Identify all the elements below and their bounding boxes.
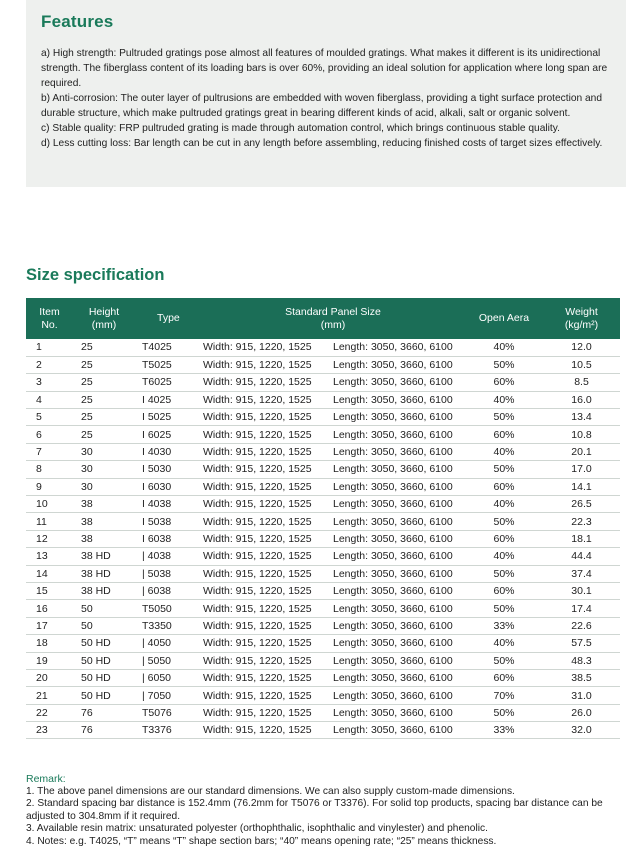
cell-open-area: 50% (465, 600, 543, 617)
cell-open-area: 50% (465, 356, 543, 373)
cell-weight: 17.4 (543, 600, 620, 617)
cell-length: Length: 3050, 3660, 6100 (333, 722, 465, 739)
cell-open-area: 50% (465, 565, 543, 582)
cell-type: I 5025 (135, 409, 201, 426)
table-row (26, 565, 620, 582)
table-row (26, 600, 620, 617)
cell-length: Length: 3050, 3660, 6100 (333, 704, 465, 721)
cell-length: Length: 3050, 3660, 6100 (333, 409, 465, 426)
cell-type: | 5050 (135, 652, 201, 669)
cell-length: Length: 3050, 3660, 6100 (333, 443, 465, 460)
table-row (26, 409, 620, 426)
cell-width: Width: 915, 1220, 1525 (201, 443, 333, 460)
table-row (26, 496, 620, 513)
cell-weight: 26.5 (543, 496, 620, 513)
cell-height: 38 HD (73, 582, 135, 599)
cell-width: Width: 915, 1220, 1525 (201, 461, 333, 478)
cell-length: Length: 3050, 3660, 6100 (333, 565, 465, 582)
table-body (26, 339, 620, 739)
cell-weight: 17.0 (543, 461, 620, 478)
cell-item-no: 5 (26, 409, 73, 426)
cell-length: Length: 3050, 3660, 6100 (333, 496, 465, 513)
cell-open-area: 60% (465, 530, 543, 547)
table-row (26, 339, 620, 356)
cell-weight: 8.5 (543, 374, 620, 391)
cell-height: 25 (73, 391, 135, 408)
table-row (26, 391, 620, 408)
table-row (26, 356, 620, 373)
cell-height: 50 HD (73, 669, 135, 686)
cell-item-no: 11 (26, 513, 73, 530)
cell-type: I 4038 (135, 496, 201, 513)
cell-height: 50 HD (73, 635, 135, 652)
cell-weight: 30.1 (543, 582, 620, 599)
cell-open-area: 33% (465, 617, 543, 634)
cell-width: Width: 915, 1220, 1525 (201, 339, 333, 356)
cell-length: Length: 3050, 3660, 6100 (333, 687, 465, 704)
cell-length: Length: 3050, 3660, 6100 (333, 548, 465, 565)
cell-open-area: 40% (465, 548, 543, 565)
cell-length: Length: 3050, 3660, 6100 (333, 635, 465, 652)
cell-type: | 4038 (135, 548, 201, 565)
cell-item-no: 16 (26, 600, 73, 617)
cell-length: Length: 3050, 3660, 6100 (333, 391, 465, 408)
cell-open-area: 60% (465, 478, 543, 495)
cell-height: 50 HD (73, 652, 135, 669)
cell-weight: 10.5 (543, 356, 620, 373)
header-type: Type (135, 298, 201, 339)
header-open-area: Open Aera (465, 298, 543, 339)
cell-height: 38 (73, 513, 135, 530)
cell-item-no: 14 (26, 565, 73, 582)
cell-item-no: 3 (26, 374, 73, 391)
cell-width: Width: 915, 1220, 1525 (201, 391, 333, 408)
cell-width: Width: 915, 1220, 1525 (201, 409, 333, 426)
cell-open-area: 40% (465, 635, 543, 652)
cell-item-no: 17 (26, 617, 73, 634)
cell-width: Width: 915, 1220, 1525 (201, 478, 333, 495)
cell-open-area: 50% (465, 513, 543, 530)
cell-item-no: 2 (26, 356, 73, 373)
cell-type: I 6038 (135, 530, 201, 547)
cell-width: Width: 915, 1220, 1525 (201, 565, 333, 582)
cell-height: 30 (73, 461, 135, 478)
table-row (26, 548, 620, 565)
cell-type: I 6025 (135, 426, 201, 443)
cell-height: 76 (73, 704, 135, 721)
table-row (26, 582, 620, 599)
table-row (26, 635, 620, 652)
cell-length: Length: 3050, 3660, 6100 (333, 582, 465, 599)
table-header-row (26, 298, 620, 339)
cell-height: 38 HD (73, 548, 135, 565)
remark-item: 3. Available resin matrix: unsaturated polyester (orthophthalic, isophthalic and vinylester) and phenolic. (26, 823, 488, 835)
cell-height: 50 (73, 617, 135, 634)
cell-length: Length: 3050, 3660, 6100 (333, 426, 465, 443)
cell-height: 25 (73, 339, 135, 356)
cell-open-area: 60% (465, 582, 543, 599)
cell-width: Width: 915, 1220, 1525 (201, 374, 333, 391)
cell-type: T5076 (135, 704, 201, 721)
cell-height: 30 (73, 478, 135, 495)
cell-height: 25 (73, 356, 135, 373)
cell-item-no: 23 (26, 722, 73, 739)
cell-item-no: 8 (26, 461, 73, 478)
cell-item-no: 15 (26, 582, 73, 599)
cell-length: Length: 3050, 3660, 6100 (333, 600, 465, 617)
cell-item-no: 1 (26, 339, 73, 356)
cell-width: Width: 915, 1220, 1525 (201, 635, 333, 652)
cell-height: 30 (73, 443, 135, 460)
cell-type: T4025 (135, 339, 201, 356)
cell-height: 50 (73, 600, 135, 617)
table-row (26, 722, 620, 739)
cell-length: Length: 3050, 3660, 6100 (333, 461, 465, 478)
cell-weight: 13.4 (543, 409, 620, 426)
cell-weight: 32.0 (543, 722, 620, 739)
cell-item-no: 7 (26, 443, 73, 460)
cell-open-area: 40% (465, 443, 543, 460)
cell-type: T6025 (135, 374, 201, 391)
cell-item-no: 20 (26, 669, 73, 686)
cell-weight: 22.6 (543, 617, 620, 634)
cell-length: Length: 3050, 3660, 6100 (333, 513, 465, 530)
feature-item: a) High strength: Pultruded gratings pose almost all features of moulded gratings. What makes it different is its unidirectional strength. The fiberglass content of its loading bars is over 60%, providing an ideal solution for application where long span are required. (41, 48, 608, 89)
cell-length: Length: 3050, 3660, 6100 (333, 478, 465, 495)
cell-height: 25 (73, 374, 135, 391)
cell-weight: 14.1 (543, 478, 620, 495)
table-row (26, 443, 620, 460)
remark-item: 1. The above panel dimensions are our standard dimensions. We can also supply custom-made dimensions. (26, 786, 515, 797)
table-row (26, 530, 620, 547)
cell-height: 25 (73, 426, 135, 443)
cell-open-area: 50% (465, 652, 543, 669)
cell-type: | 6038 (135, 582, 201, 599)
cell-width: Width: 915, 1220, 1525 (201, 652, 333, 669)
header-item: Item No. (26, 298, 73, 339)
cell-weight: 31.0 (543, 687, 620, 704)
cell-type: I 6030 (135, 478, 201, 495)
cell-width: Width: 915, 1220, 1525 (201, 356, 333, 373)
cell-open-area: 40% (465, 391, 543, 408)
cell-width: Width: 915, 1220, 1525 (201, 530, 333, 547)
cell-open-area: 50% (465, 704, 543, 721)
cell-length: Length: 3050, 3660, 6100 (333, 617, 465, 634)
feature-item: c) Stable quality: FRP pultruded grating is made through automation control, which brings continuous stable quality. (41, 123, 560, 134)
cell-width: Width: 915, 1220, 1525 (201, 704, 333, 721)
table-row (26, 704, 620, 721)
cell-length: Length: 3050, 3660, 6100 (333, 530, 465, 547)
cell-type: I 4025 (135, 391, 201, 408)
features-list (41, 46, 626, 151)
cell-height: 76 (73, 722, 135, 739)
cell-open-area: 60% (465, 669, 543, 686)
cell-type: T5050 (135, 600, 201, 617)
remark-title: Remark: (26, 773, 66, 785)
cell-item-no: 13 (26, 548, 73, 565)
cell-weight: 26.0 (543, 704, 620, 721)
cell-open-area: 60% (465, 374, 543, 391)
cell-weight: 20.1 (543, 443, 620, 460)
cell-item-no: 21 (26, 687, 73, 704)
cell-type: I 5030 (135, 461, 201, 478)
table-row (26, 374, 620, 391)
cell-height: 38 HD (73, 565, 135, 582)
cell-width: Width: 915, 1220, 1525 (201, 513, 333, 530)
cell-item-no: 6 (26, 426, 73, 443)
table-row (26, 669, 620, 686)
features-section (26, 0, 626, 187)
header-standard-panel-size: Standard Panel Size (mm) (201, 298, 465, 339)
cell-weight: 16.0 (543, 391, 620, 408)
remark-item: 4. Notes: e.g. T4025, “T” means “T” shape section bars; “40” means opening rate; “25” means thickness. (26, 835, 497, 847)
cell-weight: 48.3 (543, 652, 620, 669)
cell-width: Width: 915, 1220, 1525 (201, 617, 333, 634)
cell-open-area: 70% (465, 687, 543, 704)
table-row (26, 617, 620, 634)
cell-height: 25 (73, 409, 135, 426)
cell-weight: 37.4 (543, 565, 620, 582)
table-row (26, 652, 620, 669)
cell-type: | 5038 (135, 565, 201, 582)
cell-open-area: 40% (465, 339, 543, 356)
cell-width: Width: 915, 1220, 1525 (201, 669, 333, 686)
cell-open-area: 40% (465, 496, 543, 513)
cell-width: Width: 915, 1220, 1525 (201, 496, 333, 513)
table-row (26, 426, 620, 443)
cell-length: Length: 3050, 3660, 6100 (333, 669, 465, 686)
size-specification-table (26, 298, 620, 739)
cell-item-no: 9 (26, 478, 73, 495)
cell-length: Length: 3050, 3660, 6100 (333, 339, 465, 356)
cell-width: Width: 915, 1220, 1525 (201, 722, 333, 739)
cell-height: 50 HD (73, 687, 135, 704)
feature-item: b) Anti-corrosion: The outer layer of pultrusions are embedded with woven fiberglass, providing a tight surface protection and durable structure, which make pultruded gratings great in bearing different kinds of acid, alkali, salt or organic solvent. (41, 93, 602, 119)
cell-item-no: 10 (26, 496, 73, 513)
cell-weight: 12.0 (543, 339, 620, 356)
cell-weight: 44.4 (543, 548, 620, 565)
cell-type: T3350 (135, 617, 201, 634)
table-row (26, 461, 620, 478)
cell-item-no: 18 (26, 635, 73, 652)
cell-open-area: 50% (465, 409, 543, 426)
table-row (26, 478, 620, 495)
cell-weight: 10.8 (543, 426, 620, 443)
header-height: Height (mm) (73, 298, 135, 339)
cell-type: T5025 (135, 356, 201, 373)
cell-weight: 38.5 (543, 669, 620, 686)
cell-item-no: 12 (26, 530, 73, 547)
cell-type: | 4050 (135, 635, 201, 652)
cell-width: Width: 915, 1220, 1525 (201, 548, 333, 565)
cell-type: | 7050 (135, 687, 201, 704)
cell-item-no: 22 (26, 704, 73, 721)
cell-width: Width: 915, 1220, 1525 (201, 582, 333, 599)
cell-type: I 4030 (135, 443, 201, 460)
cell-type: T3376 (135, 722, 201, 739)
cell-width: Width: 915, 1220, 1525 (201, 600, 333, 617)
cell-type: | 6050 (135, 669, 201, 686)
cell-weight: 22.3 (543, 513, 620, 530)
features-title: Features (41, 12, 114, 31)
cell-width: Width: 915, 1220, 1525 (201, 687, 333, 704)
size-specification-title: Size specification (26, 266, 165, 284)
cell-height: 38 (73, 530, 135, 547)
cell-length: Length: 3050, 3660, 6100 (333, 652, 465, 669)
cell-open-area: 60% (465, 426, 543, 443)
remark-item: 2. Standard spacing bar distance is 152.4mm (76.2mm for T5076 or T3376). For solid top products, spacing bar distance can be adjusted to 304.8mm if it required. (26, 798, 603, 822)
cell-open-area: 50% (465, 461, 543, 478)
cell-open-area: 33% (465, 722, 543, 739)
cell-weight: 18.1 (543, 530, 620, 547)
cell-type: I 5038 (135, 513, 201, 530)
feature-item: d) Less cutting loss: Bar length can be cut in any length before assembling, reducing finished costs of target sizes effectively. (41, 138, 603, 149)
cell-item-no: 19 (26, 652, 73, 669)
cell-height: 38 (73, 496, 135, 513)
table-row (26, 513, 620, 530)
remark-section (26, 773, 624, 848)
table-row (26, 687, 620, 704)
header-weight: Weight (kg/m²) (543, 298, 620, 339)
cell-length: Length: 3050, 3660, 6100 (333, 356, 465, 373)
cell-length: Length: 3050, 3660, 6100 (333, 374, 465, 391)
cell-width: Width: 915, 1220, 1525 (201, 426, 333, 443)
cell-weight: 57.5 (543, 635, 620, 652)
cell-item-no: 4 (26, 391, 73, 408)
